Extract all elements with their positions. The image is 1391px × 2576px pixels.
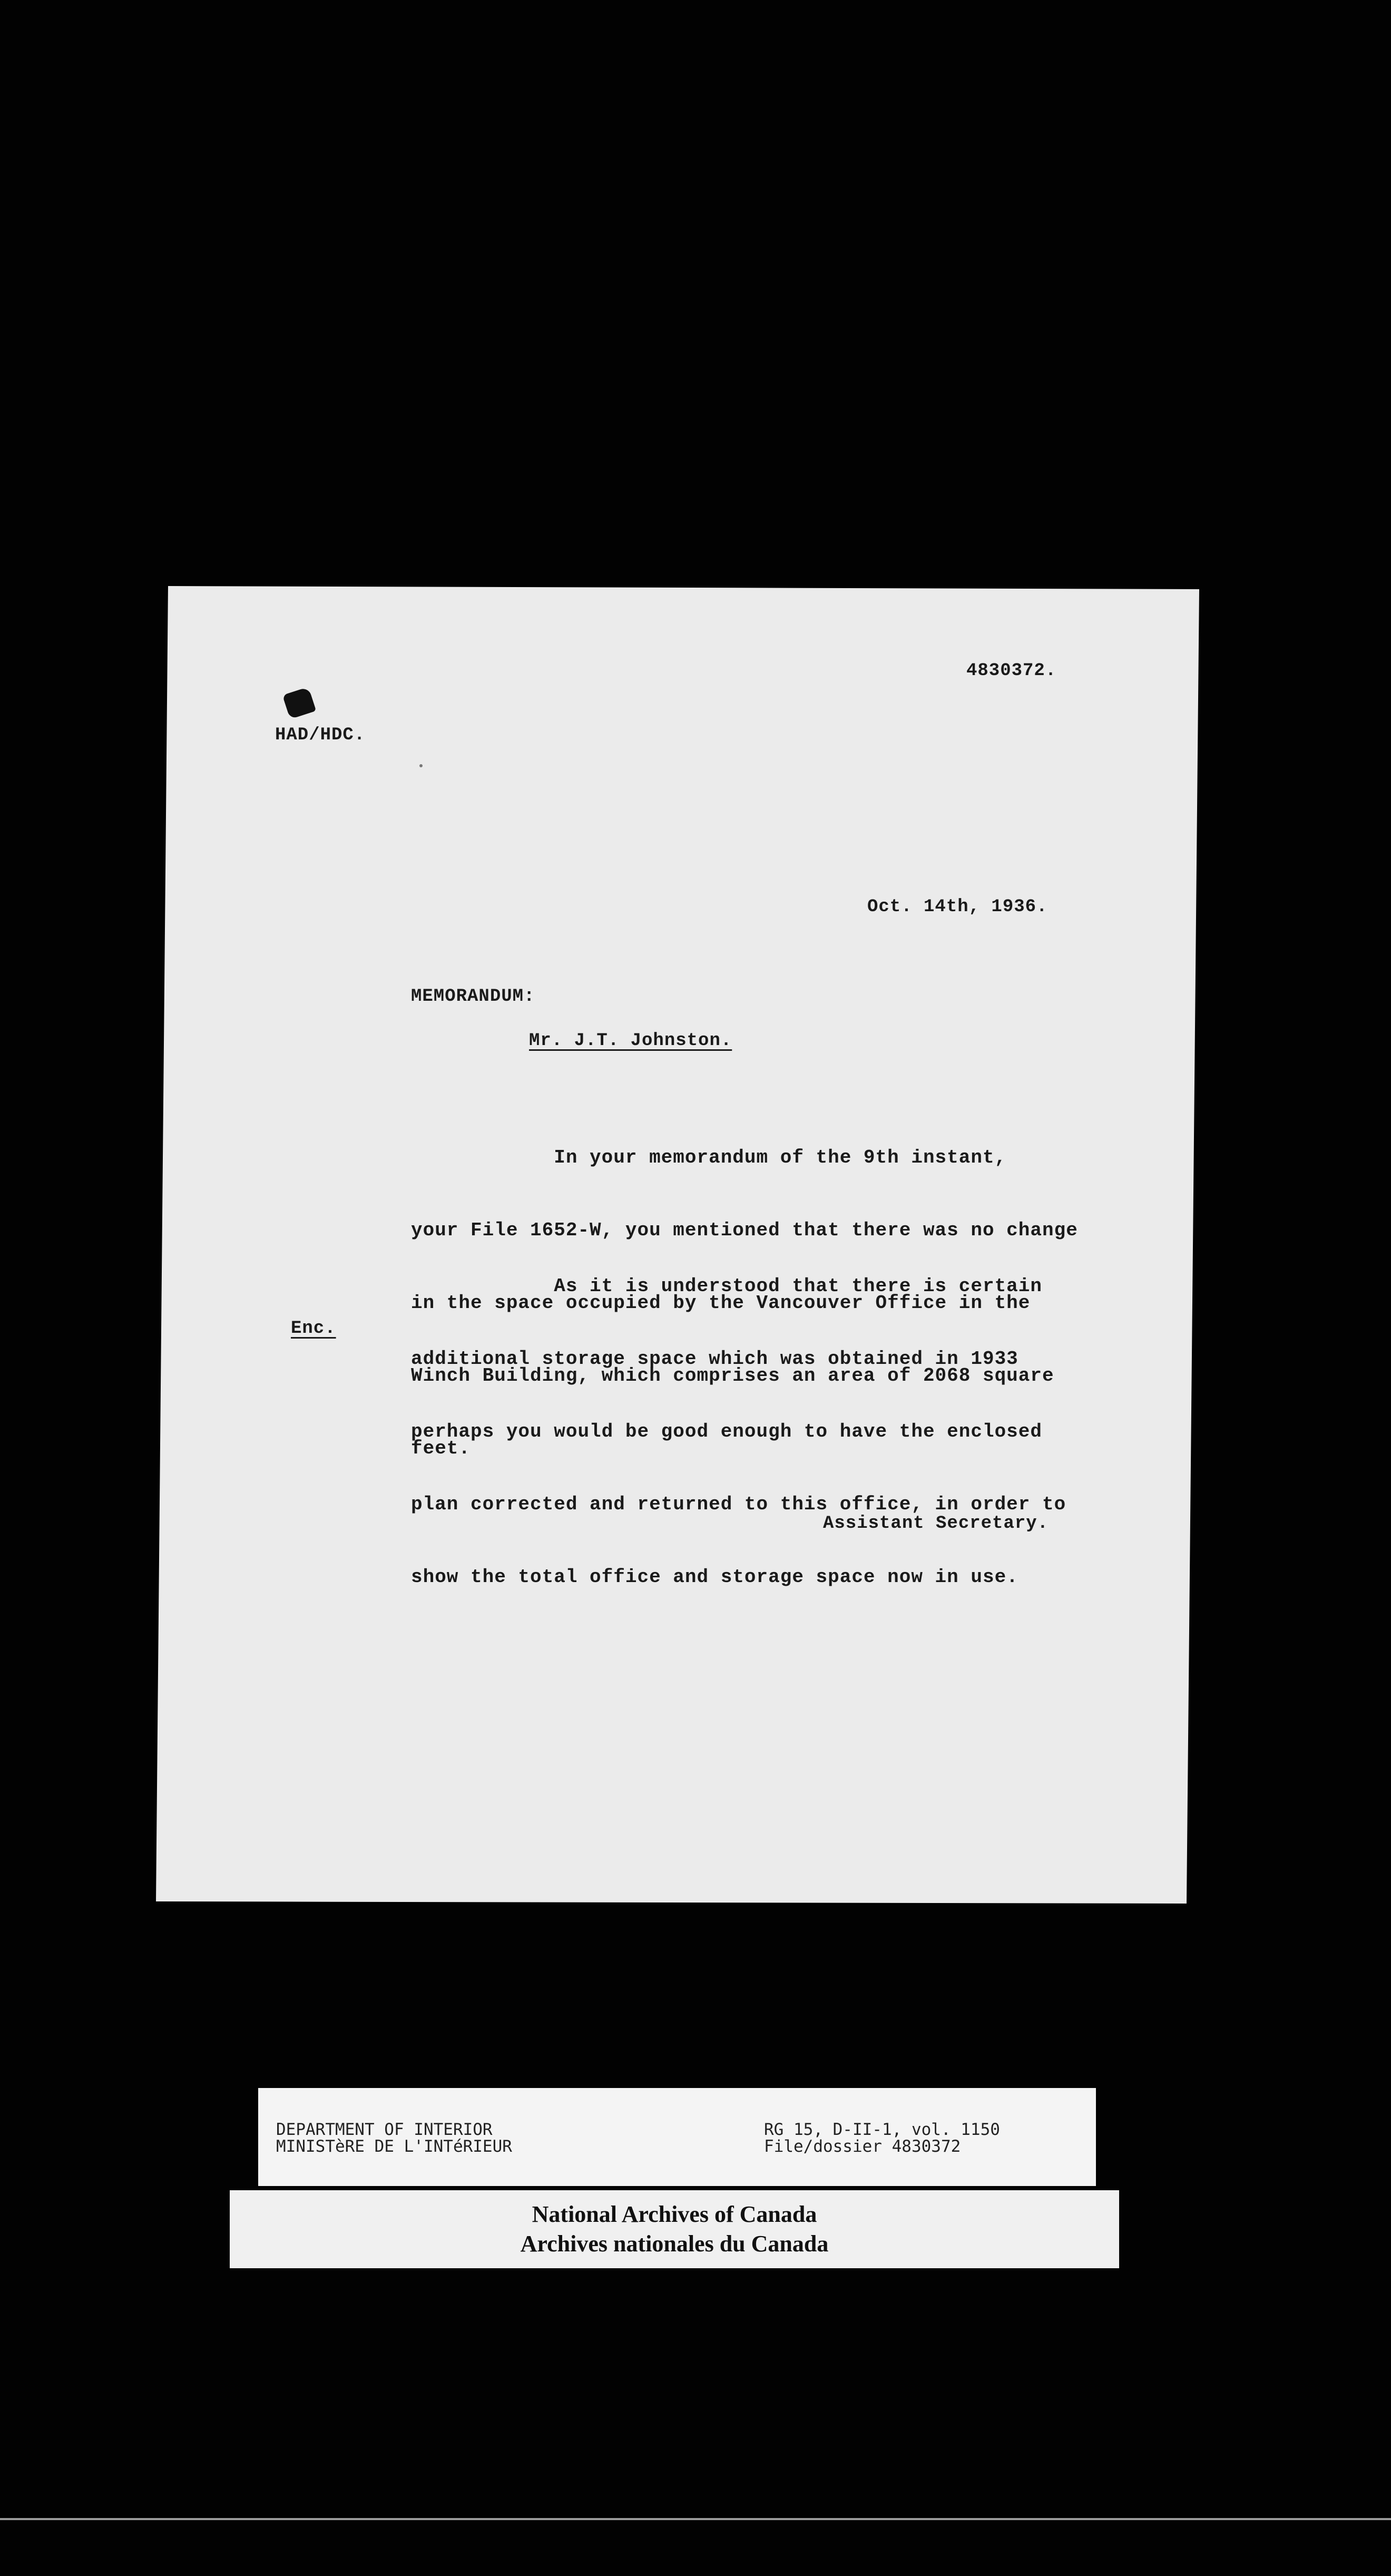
paragraph-1-line-5: feet. xyxy=(411,1438,471,1459)
record-group-reference: RG 15, D-II-1, vol. 1150 xyxy=(764,2120,1000,2139)
archive-reference-label xyxy=(258,2088,1096,2186)
signature-title: Assistant Secretary. xyxy=(823,1514,1049,1534)
body-paragraph-2 xyxy=(411,1226,1066,1638)
addressee: Mr. J.T. Johnston. xyxy=(529,1031,732,1051)
paragraph-1-line-2: your File 1652-W, you mentioned that there was no change xyxy=(411,1219,1078,1241)
paragraph-2-line-1: As it is understood that there is certain xyxy=(411,1275,1042,1297)
archives-name-english: National Archives of Canada xyxy=(532,2201,817,2227)
letter-date: Oct. 14th, 1936. xyxy=(867,897,1048,917)
file-dossier-number: File/dossier 4830372 xyxy=(764,2137,961,2156)
film-edge-line xyxy=(0,2518,1391,2520)
paper-speck xyxy=(419,764,423,767)
paragraph-1-line-1: In your memorandum of the 9th instant, xyxy=(411,1147,1007,1168)
file-number: 4830372. xyxy=(966,661,1057,681)
paragraph-2-line-2: additional storage space which was obtained in 1933 xyxy=(411,1348,1018,1370)
paragraph-2-line-5: show the total office and storage space now in use. xyxy=(411,1566,1018,1588)
paragraph-1-line-4: Winch Building, which comprises an area of 2068 square xyxy=(411,1365,1054,1387)
archives-banner xyxy=(230,2190,1119,2268)
department-english: DEPARTMENT OF INTERIOR xyxy=(276,2120,493,2139)
paragraph-2-line-4: plan corrected and returned to this office, in order to xyxy=(411,1494,1066,1515)
department-french: MINISTèRE DE L'INTéRIEUR xyxy=(276,2137,512,2156)
paragraph-1-line-3: in the space occupied by the Vancouver Office in the xyxy=(411,1292,1031,1314)
memorandum-heading: MEMORANDUM: xyxy=(411,987,535,1007)
paragraph-2-line-3: perhaps you would be good enough to have the enclosed xyxy=(411,1421,1042,1442)
typist-initials: HAD/HDC. xyxy=(275,725,366,745)
archives-name-french: Archives nationales du Canada xyxy=(520,2231,829,2257)
enclosure-note: Enc. xyxy=(291,1319,336,1339)
